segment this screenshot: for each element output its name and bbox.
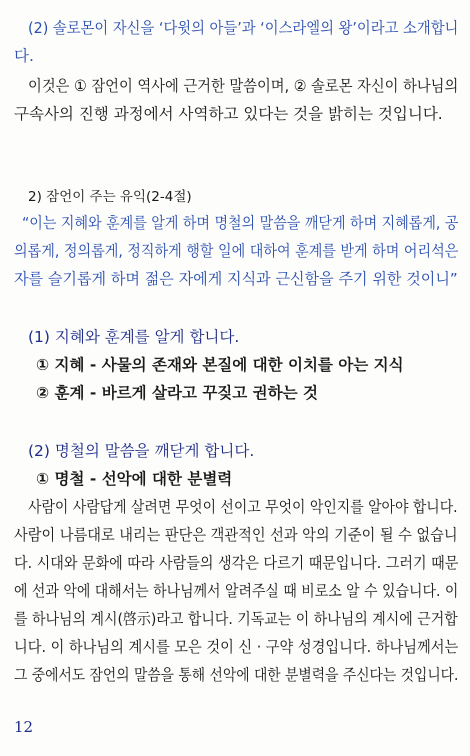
wisdom-item-2: ② 훈계 - 바르게 살라고 꾸짖고 권하는 것: [36, 384, 318, 402]
intro-paragraph-line-1: 이것은 ① 잠언이 역사에 근거한 말씀이며, ② 솔로몬 자신이 하나님의: [28, 77, 459, 95]
scripture-quote-line-3: 자를 슬기롭게 하며 젊은 자에게 지식과 근신함을 주기 위한 것이니”: [14, 270, 458, 288]
scripture-quote-line-2: 의롭게, 정의롭게, 정직하게 행할 일에 대하여 훈계를 받게 하며 어리석은: [14, 242, 459, 260]
understanding-subsection-heading: (2) 명철의 말씀을 깨닫게 합니다.: [28, 442, 255, 460]
page-number: 12: [14, 718, 34, 736]
understanding-body-line-3: 다. 시대와 문화에 따라 사람들의 생각은 다르기 때문입니다. 그러기 때문: [14, 554, 459, 572]
scripture-quote-line-1: “이는 지혜와 훈계를 알게 하며 명철의 말씀을 깨닫게 하며 지혜롭게, 공: [22, 214, 459, 232]
understanding-body-line-4: 에 선과 악에 대해서는 하나님께서 알려주실 때 비로소 알 수 있습니다. 이: [14, 582, 459, 600]
wisdom-item-1: ① 지혜 - 사물의 존재와 본질에 대한 이치를 아는 지식: [36, 356, 404, 374]
wisdom-subsection-heading: (1) 지혜와 훈계를 알게 합니다.: [28, 328, 240, 346]
intro-heading-line-2: 다.: [14, 47, 34, 65]
understanding-body-line-2: 사람이 나름대로 내리는 판단은 객관적인 선과 악의 기준이 될 수 없습니: [14, 526, 458, 544]
understanding-body-line-6: 니다. 이 하나님의 계시를 모은 것이 신 · 구약 성경입니다. 하나님께서는: [14, 638, 459, 656]
understanding-body-line-7: 그 중에서도 잠언의 말씀을 통해 선악에 대한 분별력을 주신다는 것입니다.: [14, 666, 459, 684]
understanding-body-line-1: 사람이 사람답게 살려면 무엇이 선이고 무엇이 악인지를 알아야 합니다.: [28, 498, 458, 516]
intro-paragraph-line-2: 구속사의 진행 과정에서 사역하고 있다는 것을 밝히는 것입니다.: [14, 105, 443, 123]
understanding-body-line-5: 를 하나님의 계시(啓示)라고 합니다. 기독교는 이 하나님의 계시에 근거합: [14, 610, 458, 628]
intro-heading-line-1: (2) 솔로몬이 자신을 ‘다윗의 아들’과 ‘이스라엘의 왕’이라고 소개합니: [28, 19, 459, 37]
understanding-item-1: ① 명철 - 선악에 대한 분별력: [36, 470, 233, 488]
purpose-section-title: 2) 잠언이 주는 유익(2-4절): [28, 189, 192, 205]
